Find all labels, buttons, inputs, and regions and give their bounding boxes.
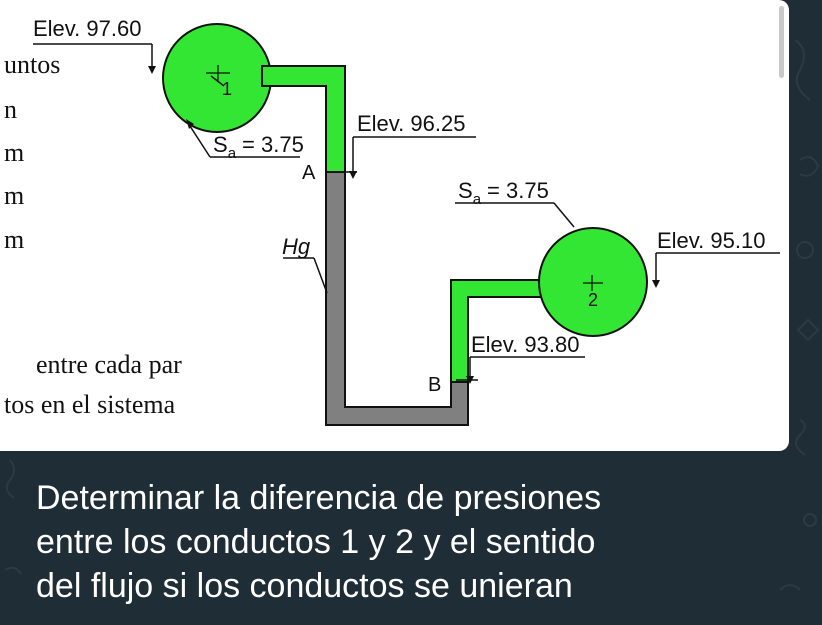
elev-b-label: Elev. 93.80 [471,332,580,357]
side-text-5: m [4,225,25,254]
elev-2-label: Elev. 95.10 [657,228,766,253]
caption-line-3: del flujo si los conductos se unieran [36,567,573,605]
image-scrollbar[interactable] [779,6,784,78]
conduit-1-circle [163,24,271,132]
elev-a-label: Elev. 96.25 [357,111,466,136]
side-text-3: m [4,138,25,167]
conduit-2-circle [539,228,647,336]
pipe-2-green [451,280,545,382]
side-text-4: m [4,181,25,210]
caption-line-2: entre los conductos 1 y 2 y el sentido [36,523,596,561]
mercury-u-tube [326,172,468,425]
side-text-2: n [4,95,17,124]
sg-2-label: $S_a = 3.75$ [458,178,549,208]
leader-lines [33,44,780,382]
mercury-label: Hg [282,234,311,259]
elev-1-label: Elev. 97.60 [33,16,142,41]
point-a-label: A [302,162,316,184]
conduit-1-number: 1 [222,79,233,99]
message-caption [36,476,796,608]
side-text-1: untos [4,50,61,79]
conduit-2-number: 2 [588,290,599,310]
side-text-7: tos en el sistema [4,390,176,419]
sg-1-label: $S_a = 3.75$ [213,132,304,162]
point-b-label: B [428,374,442,396]
side-text-6: entre cada par [36,350,182,379]
caption-line-1: Determinar la diferencia de presiones [36,479,602,517]
